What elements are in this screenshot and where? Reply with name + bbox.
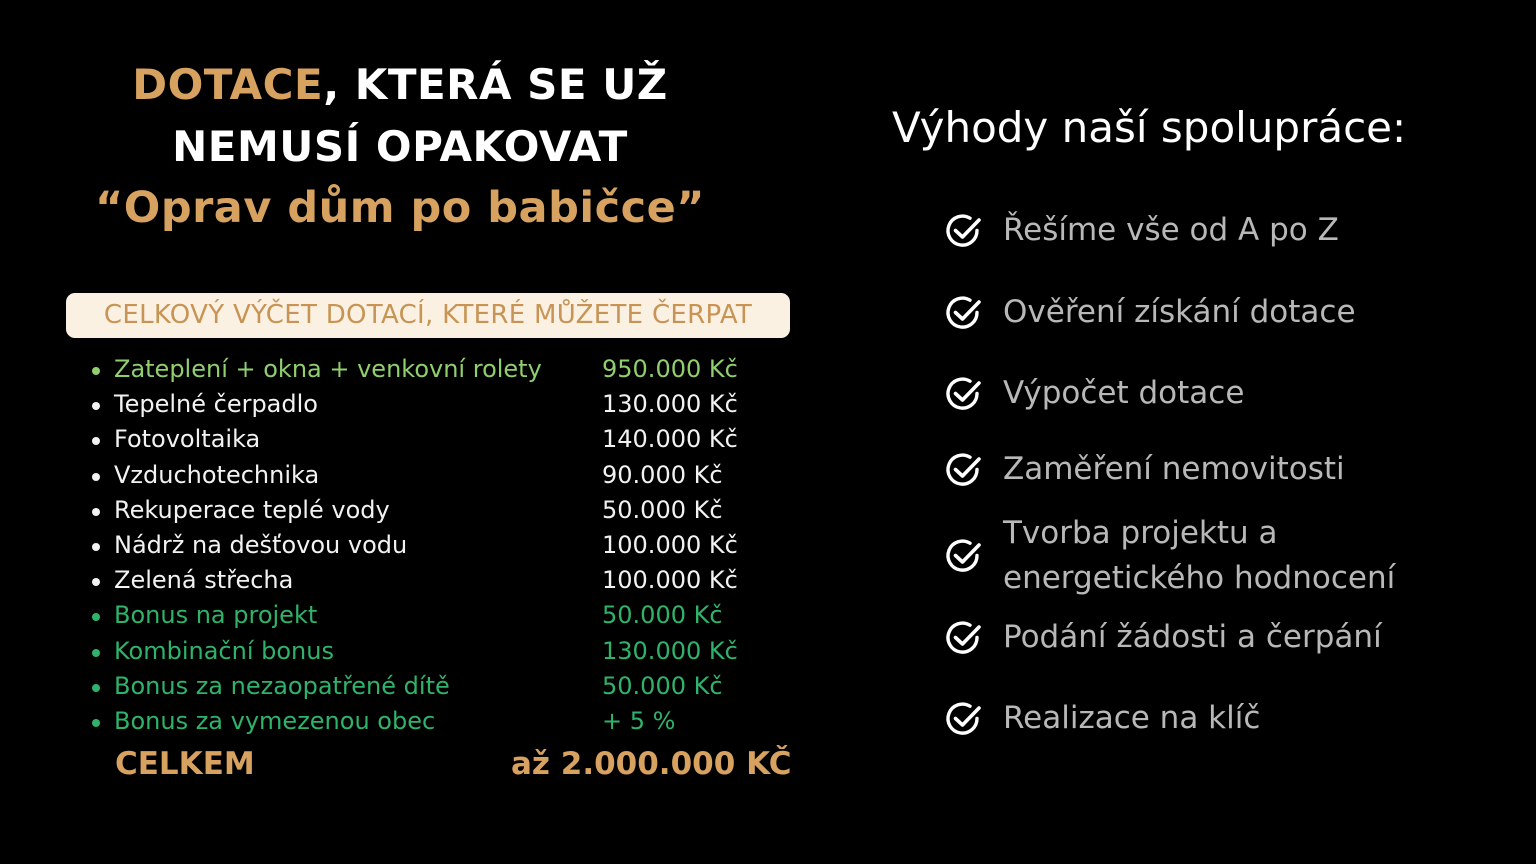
bullet-dot-icon	[92, 402, 100, 410]
benefit-text	[1003, 208, 1339, 253]
grant-name: Bonus na projekt	[114, 601, 318, 630]
bullet-dot-icon	[92, 684, 100, 692]
grant-name: Fotovoltaika	[114, 425, 261, 454]
grant-amount: 100.000 Kč	[602, 530, 738, 559]
grant-item	[90, 458, 790, 493]
grant-amount: 50.000 Kč	[602, 601, 723, 630]
grant-amount: 130.000 Kč	[602, 390, 738, 419]
grant-item	[90, 387, 790, 422]
grant-item	[90, 352, 790, 387]
grant-amount: 100.000 Kč	[602, 566, 738, 595]
grant-name: Vzduchotechnika	[114, 460, 320, 489]
grant-item	[90, 422, 790, 457]
grants-list	[90, 352, 790, 739]
grant-item	[90, 493, 790, 528]
benefit-line: energetického hodnocení	[1003, 560, 1396, 596]
check-circle-icon	[944, 618, 984, 658]
benefit-line: Tvorba projektu a	[1003, 515, 1278, 551]
benefit-line: Zaměření nemovitosti	[1003, 451, 1345, 487]
grant-name: Bonus za nezaopatřené dítě	[114, 671, 450, 700]
benefit-line: Ověření získání dotace	[1003, 294, 1356, 330]
grant-item	[90, 704, 790, 739]
benefit-text	[1003, 447, 1345, 492]
grant-amount: 50.000 Kč	[602, 495, 723, 524]
benefit-line: Podání žádosti a čerpání	[1003, 619, 1382, 655]
benefits-title: Výhody naší spolupráce:	[892, 103, 1407, 152]
total-value: až 2.000.000 KČ	[511, 746, 792, 782]
grant-name: Bonus za vymezenou obec	[114, 706, 436, 735]
grant-item	[90, 563, 790, 598]
grant-name: Rekuperace teplé vody	[114, 495, 390, 524]
grant-item	[90, 528, 790, 563]
benefit-item	[944, 511, 1504, 601]
bullet-dot-icon	[92, 473, 100, 481]
check-circle-icon	[944, 293, 984, 333]
grant-amount: + 5 %	[602, 706, 676, 735]
grant-amount: 90.000 Kč	[602, 460, 723, 489]
check-circle-icon	[944, 211, 984, 251]
benefit-line: Výpočet dotace	[1003, 375, 1245, 411]
benefit-item	[944, 696, 1504, 741]
bullet-dot-icon	[92, 578, 100, 586]
check-circle-icon	[944, 374, 984, 414]
headline-line-1	[0, 60, 800, 109]
benefit-item	[944, 371, 1504, 416]
benefit-text	[1003, 511, 1395, 601]
bullet-dot-icon	[92, 508, 100, 516]
grant-amount: 950.000 Kč	[602, 355, 738, 383]
bullet-dot-icon	[92, 613, 100, 621]
bullet-dot-icon	[92, 437, 100, 445]
total-label: CELKEM	[115, 746, 255, 782]
headline-line-1-rest: , KTERÁ SE UŽ	[323, 60, 668, 109]
grant-item	[90, 669, 790, 704]
grant-amount: 130.000 Kč	[602, 636, 738, 665]
grant-item	[90, 598, 790, 633]
benefit-text	[1003, 290, 1356, 335]
grant-name: Nádrž na dešťovou vodu	[114, 530, 408, 559]
check-circle-icon	[944, 536, 984, 576]
bullet-dot-icon	[92, 367, 100, 375]
check-circle-icon	[944, 450, 984, 490]
benefit-line: Realizace na klíč	[1003, 700, 1261, 736]
benefit-item	[944, 290, 1504, 335]
headline-line-2: NEMUSÍ OPAKOVAT	[172, 122, 628, 171]
benefit-text	[1003, 371, 1244, 416]
grant-amount: 50.000 Kč	[602, 671, 723, 700]
grant-item	[90, 634, 790, 669]
grant-name: Tepelné čerpadlo	[114, 390, 318, 419]
headline-highlight: DOTACE	[132, 60, 324, 109]
benefit-line: Řešíme vše od A po Z	[1003, 212, 1339, 248]
benefit-item	[944, 447, 1504, 492]
grant-name: Zelená střecha	[114, 566, 294, 595]
bullet-dot-icon	[92, 719, 100, 727]
bullet-dot-icon	[92, 543, 100, 551]
benefit-item	[944, 208, 1504, 253]
headline-quote: “Oprav dům po babičce”	[95, 183, 705, 233]
grant-amount: 140.000 Kč	[602, 425, 738, 454]
grants-header-badge: CELKOVÝ VÝČET DOTACÍ, KTERÉ MŮŽETE ČERPAT	[66, 293, 790, 338]
benefit-item	[944, 615, 1504, 660]
bullet-dot-icon	[92, 649, 100, 657]
benefit-text	[1003, 615, 1382, 660]
grant-name: Zateplení + okna + venkovní rolety	[114, 355, 542, 383]
check-circle-icon	[944, 699, 984, 739]
benefit-text	[1003, 696, 1260, 741]
grant-name: Kombinační bonus	[114, 636, 334, 665]
